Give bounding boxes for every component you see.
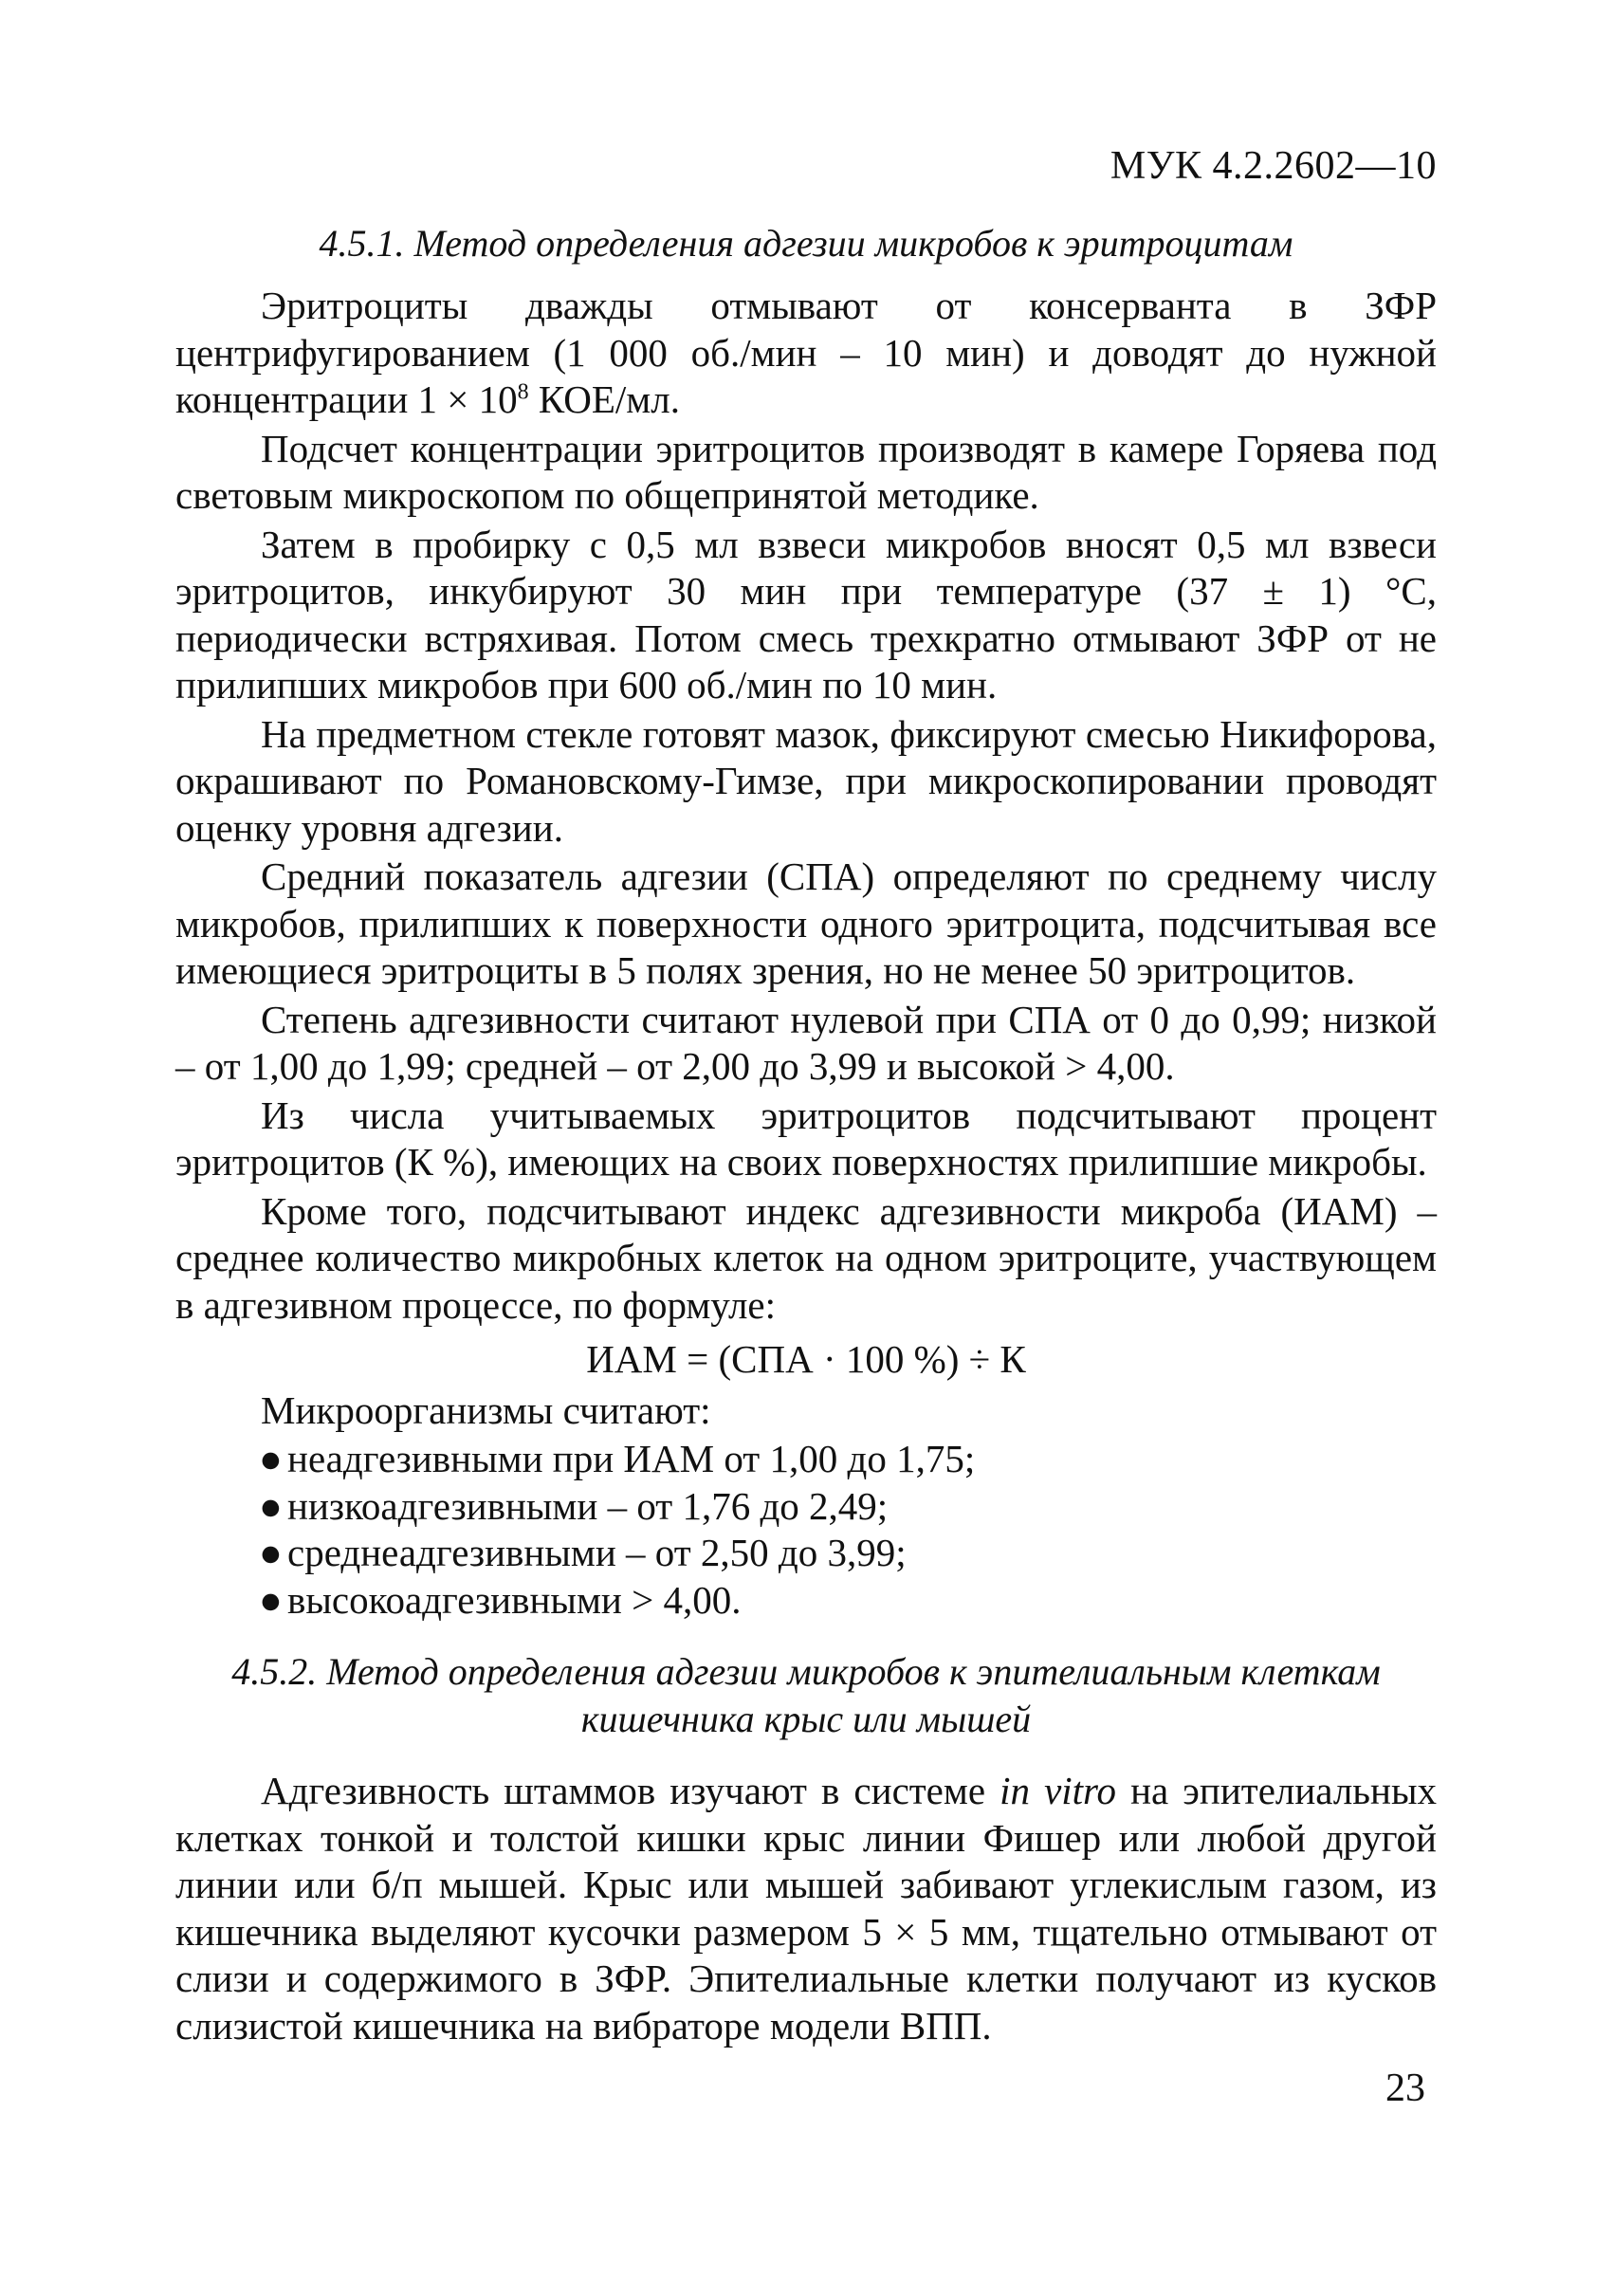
list-item	[259, 1530, 1437, 1577]
paragraph-epithelial-adhesion	[175, 1768, 1437, 2049]
bullet-icon: ●	[259, 1577, 283, 1622]
paragraph-classification-intro: Микроорганизмы считают:	[261, 1387, 711, 1432]
paragraph-iam-definition: Кроме того, подсчитывают индекс адгезивности микроба (ИАМ) – среднее количество микробных клеток на одном эритроците, участвующем в адгезивном процессе, по формуле:	[175, 1188, 1437, 1327]
list-item-text: высокоадгезивными > 4,00.	[287, 1577, 742, 1622]
body-text	[175, 283, 1437, 2051]
paragraph-text: КОЕ/мл.	[528, 377, 680, 421]
iam-formula: ИАМ = (СПА · 100 %) ÷ К	[586, 1337, 1026, 1381]
list-item-text: низкоадгезивными – от 1,76 до 2,49;	[287, 1483, 889, 1528]
paragraph-text: на эпителиальных клетках тонкой и толстой кишки крыс линии Фишер или любой другой линии или б/п мышей. Крыс или мышей забивают углекислым газом, из кишечника выделяют кусочки размером 5 × 5 мм, тщательно отмывают от слизи и содержимого в ЗФР. Эпителиальные клетки получают из кусков слизистой кишечника на вибраторе модели ВПП.	[175, 1769, 1437, 2048]
bullet-icon: ●	[259, 1483, 283, 1528]
heading-line: 4.5.2. Метод определения адгезии микробов к эпителиальным клеткам	[231, 1650, 1381, 1693]
document-page	[175, 0, 1437, 2296]
paragraph-adhesion-degree: Степень адгезивности считают нулевой при СПА от 0 до 0,99; низкой – от 1,00 до 1,99; средней – от 2,00 до 3,99 и высокой > 4,00.	[175, 997, 1437, 1088]
paragraph-smear: На предметном стекле готовят мазок, фиксируют смесью Никифорова, окрашивают по Романовскому-Гимзе, при микроскопировании проводят оценку уровня адгезии.	[175, 711, 1437, 850]
paragraph-k-percent: Из числа учитываемых эритроцитов подсчитывают процент эритроцитов (К %), имеющих на своих поверхностях прилипшие микробы.	[175, 1093, 1437, 1184]
list-item-text: среднеадгезивными – от 2,50 до 3,99;	[287, 1531, 907, 1574]
heading-line: кишечника крыс или мышей	[580, 1698, 1032, 1740]
list-item	[259, 1577, 1437, 1625]
adhesiveness-classification-list	[175, 1436, 1437, 1624]
page-number: 23	[1385, 2066, 1425, 2110]
list-item	[259, 1483, 1437, 1531]
document-code-header: МУК 4.2.2602—10	[1110, 144, 1437, 188]
paragraph-goryaev-chamber: Подсчет концентрации эритроцитов производят в камере Горяева под световым микроскопом по общепринятой методике.	[175, 426, 1437, 517]
list-item	[259, 1436, 1437, 1483]
section-4-5-1-heading: 4.5.1. Метод определения адгезии микробов к эритроцитам	[319, 222, 1293, 265]
section-4-5-2-heading	[175, 1648, 1437, 1743]
paragraph-spa-definition: Средний показатель адгезии (СПА) определяют по среднему числу микробов, прилипших к поверхности одного эритроцита, подсчитывая все имеющиеся эритроциты в 5 полях зрения, но не менее 50 эритроцитов.	[175, 854, 1437, 992]
paragraph-erythrocyte-washing	[175, 283, 1437, 424]
paragraph-text: Адгезивность штаммов изучают в системе	[261, 1769, 1000, 1812]
paragraph-incubation: Затем в пробирку с 0,5 мл взвеси микробов вносят 0,5 мл взвеси эритроцитов, инкубируют 30 мин при температуре (37 ± 1) °С, периодически встряхивая. Потом смесь трехкратно отмывают ЗФР от не прилипших микробов при 600 об./мин по 10 мин.	[175, 522, 1437, 707]
exponent: 8	[517, 379, 529, 405]
list-item-text: неадгезивными при ИАМ от 1,00 до 1,75;	[287, 1437, 976, 1480]
in-vitro-term: in vitro	[1000, 1769, 1116, 1812]
bullet-icon: ●	[259, 1437, 283, 1480]
paragraph-text: Эритроциты дважды отмывают от консерванта в ЗФР центрифугированием (1 000 об./мин – 10 мин) и доводят до нужной концентрации 1 × 10	[175, 284, 1437, 421]
bullet-icon: ●	[259, 1531, 283, 1574]
